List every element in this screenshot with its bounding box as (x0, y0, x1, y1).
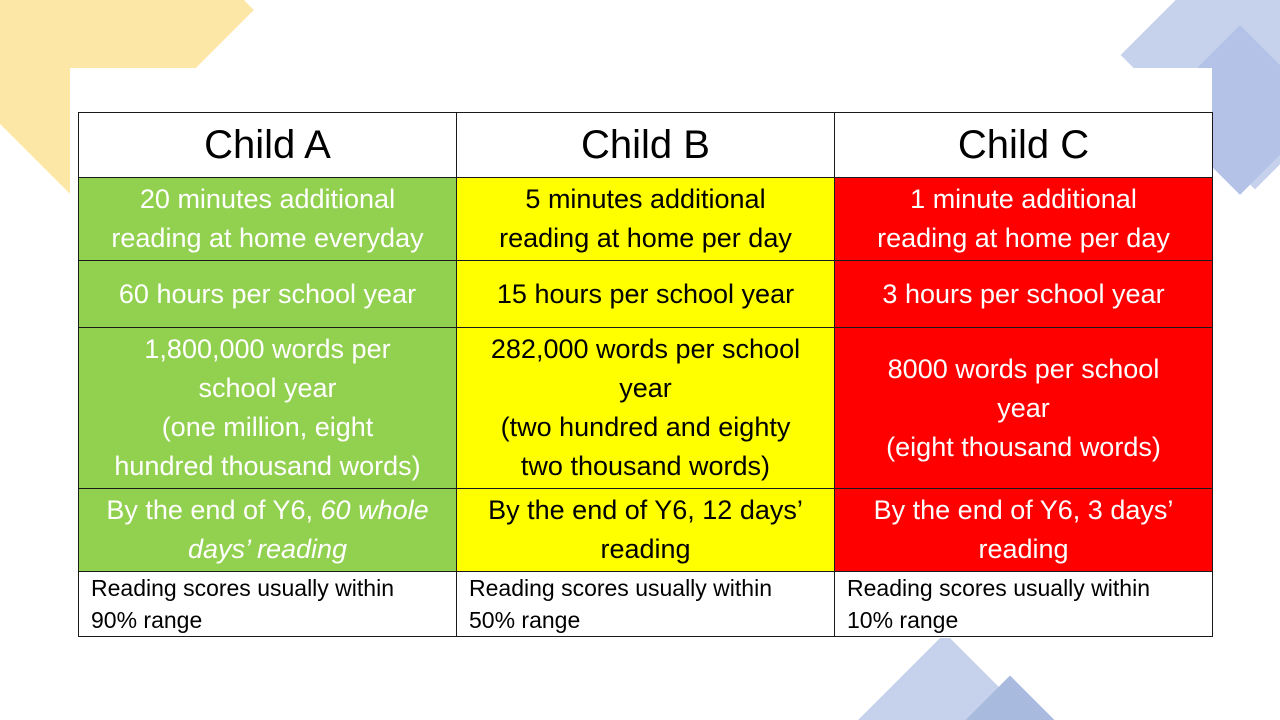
cell-line (85, 491, 450, 530)
table-row-minutes (79, 178, 1213, 261)
cell-line: Reading scores usually within (847, 575, 1150, 601)
cell-child-c-scores (835, 572, 1213, 637)
cell-line: Reading scores usually within (469, 575, 772, 601)
cell-child-a-hours: 60 hours per school year (79, 261, 457, 328)
table-row-scores (79, 572, 1213, 637)
cell-line: (two hundred and eighty (500, 412, 791, 442)
reading-comparison-table (78, 112, 1213, 637)
cell-line: 282,000 words per school (490, 334, 801, 364)
days-prefix: By the end of Y6, (106, 495, 321, 525)
cell-child-a-days (79, 489, 457, 572)
cell-child-c-words (835, 328, 1213, 489)
cell-line: school year (198, 373, 337, 403)
cell-line: 1,800,000 words per (144, 334, 391, 364)
cell-line: 20 minutes additional (139, 184, 396, 214)
cell-line: (one million, eight (161, 412, 374, 442)
days-emphasis-line: days’ reading (187, 534, 348, 564)
cell-child-a-scores (79, 572, 457, 637)
cell-child-b-minutes (457, 178, 835, 261)
cell-line: 90% range (91, 607, 203, 633)
table-row-words (79, 328, 1213, 489)
cell-child-c-hours: 3 hours per school year (835, 261, 1213, 328)
cell-line: 50% range (469, 607, 581, 633)
cell-line: hundred thousand words) (114, 451, 421, 481)
header-child-a: Child A (79, 113, 457, 178)
cell-child-b-scores (457, 572, 835, 637)
cell-child-a-minutes (79, 178, 457, 261)
table-row-hours (79, 261, 1213, 328)
cell-line: reading at home everyday (111, 223, 424, 253)
cell-line: By the end of Y6, 12 days’ (488, 495, 803, 525)
cell-child-b-days (457, 489, 835, 572)
cell-child-c-days (835, 489, 1213, 572)
cell-line: reading (600, 534, 691, 564)
cell-line: By the end of Y6, 3 days’ (873, 495, 1174, 525)
cell-line: reading at home per day (499, 223, 792, 253)
cell-line: 1 minute additional (910, 184, 1137, 214)
cell-child-c-minutes (835, 178, 1213, 261)
header-child-c: Child C (835, 113, 1213, 178)
cell-line: (eight thousand words) (886, 431, 1161, 462)
cell-line: 8000 words per school (887, 353, 1160, 384)
cell-child-b-words (457, 328, 835, 489)
cell-line: two thousand words) (520, 451, 771, 481)
days-emphasis: 60 whole (320, 495, 429, 525)
cell-line: 5 minutes additional (525, 184, 766, 214)
cell-line: year (997, 392, 1050, 423)
table-row-days (79, 489, 1213, 572)
cell-child-b-hours: 15 hours per school year (457, 261, 835, 328)
cell-child-a-words (79, 328, 457, 489)
cell-line: reading (978, 534, 1069, 564)
header-row (79, 113, 1213, 178)
cell-line: year (619, 373, 672, 403)
header-child-b: Child B (457, 113, 835, 178)
cell-line: Reading scores usually within (91, 575, 394, 601)
cell-line: reading at home per day (877, 223, 1170, 253)
cell-line: 10% range (847, 607, 959, 633)
